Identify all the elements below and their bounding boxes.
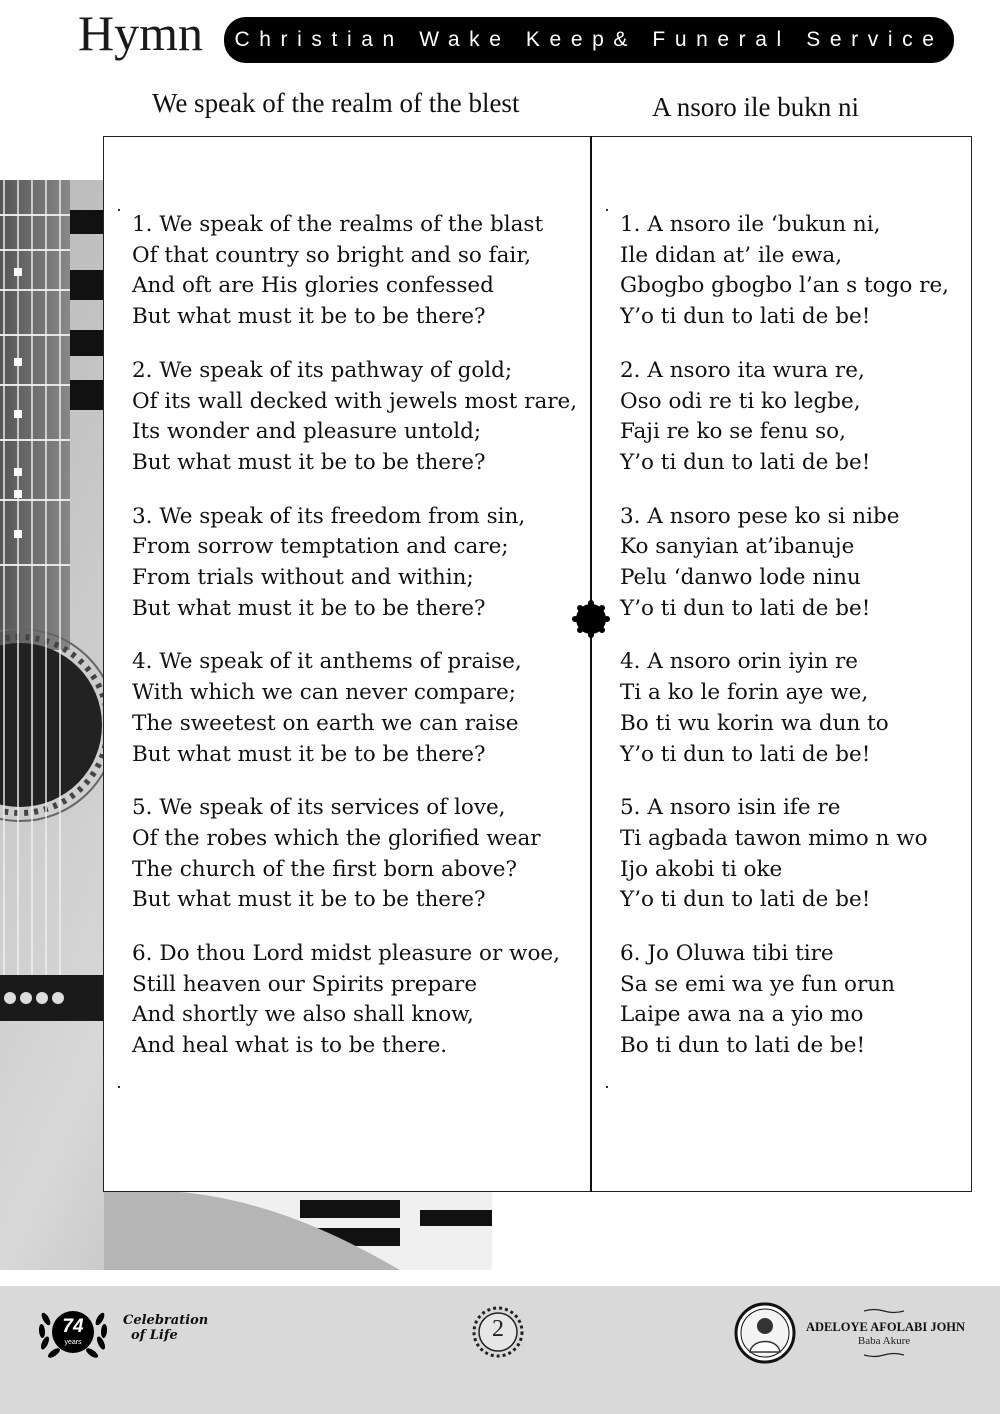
column-divider <box>590 136 592 1192</box>
corner-dot <box>118 1086 120 1088</box>
badge-years-label: years <box>64 1339 82 1346</box>
yoruba-verse-3 <box>620 502 965 625</box>
english-verse-4 <box>132 647 587 770</box>
lyric-line: But what must it be to be there? <box>132 741 486 767</box>
yoruba-verse-1 <box>620 210 965 333</box>
lyric-line: Y’o ti dun to lati de be! <box>620 304 871 330</box>
lyric-line: From sorrow temptation and care; <box>132 534 509 560</box>
lyric-line: Ile didan at’ ile ewa, <box>620 242 843 268</box>
celebration-of-life-logo <box>123 1313 208 1343</box>
lyric-line: But what must it be to be there? <box>132 304 486 330</box>
flourish-icon <box>864 1352 904 1358</box>
lyric-line: Ti a ko le forin aye we, <box>620 680 869 706</box>
lyric-line: And shortly we also shall know, <box>132 1002 474 1028</box>
lyric-line: Its wonder and pleasure untold; <box>132 419 482 445</box>
lyric-line: The sweetest on earth we can raise <box>132 710 519 736</box>
lyric-line: 6. Jo Oluwa tibi tire <box>620 941 834 967</box>
flourish-icon <box>864 1308 904 1314</box>
corner-dot <box>118 209 120 211</box>
lyric-line: 2. We speak of its pathway of gold; <box>132 357 513 383</box>
yoruba-verse-5 <box>620 793 965 916</box>
honoree-name: ADELOYE AFOLABI JOHN <box>806 1320 966 1334</box>
lyric-line: Bo ti wu korin wa dun to <box>620 710 889 736</box>
lyric-line: Sa se emi wa ye fun orun <box>620 971 895 997</box>
lyric-line: Faji re ko se fenu so, <box>620 419 846 445</box>
yoruba-lyrics-column <box>620 210 965 1085</box>
lyric-line: 5. We speak of its services of love, <box>132 795 506 821</box>
lyric-line: And heal what is to be there. <box>132 1033 448 1059</box>
lyric-line: And oft are His glories confessed <box>132 273 494 299</box>
lyric-line: But what must it be to be there? <box>132 595 486 621</box>
lyric-line: Ko sanyian at’ibanuje <box>620 534 855 560</box>
honoree-title: Baba Akure <box>857 1335 911 1347</box>
lyric-line: With which we can never compare; <box>132 680 517 706</box>
lyric-line: 3. A nsoro pese ko si nibe <box>620 503 900 529</box>
lyric-line: From trials without and within; <box>132 565 474 591</box>
lyric-line: 1. A nsoro ile ‘bukun ni, <box>620 212 881 237</box>
english-verse-1 <box>132 210 587 333</box>
celebration-line-2: of Life <box>131 1328 178 1343</box>
badge-age-number: 74 <box>62 1316 84 1337</box>
lyric-line: 4. A nsoro orin iyin re <box>620 649 858 675</box>
lyric-line: But what must it be to be there? <box>132 449 486 475</box>
english-heading: We speak of the realm of the blest <box>152 88 520 118</box>
lyric-line: Gbogbo gbogbo l’an s togo re, <box>620 273 949 299</box>
english-verse-5 <box>132 793 587 916</box>
lyric-line: Of its wall decked with jewels most rare, <box>132 388 578 414</box>
lyric-line: Laipe awa na a yio mo <box>620 1002 864 1028</box>
corner-dot <box>606 1086 608 1088</box>
lyric-line: Y’o ti dun to lati de be! <box>620 887 871 913</box>
yoruba-verse-6 <box>620 939 965 1062</box>
english-verse-2 <box>132 356 587 479</box>
page-title: Hymn <box>78 5 203 61</box>
lyric-line: 6. Do thou Lord midst pleasure or woe, <box>132 941 560 967</box>
portrait-icon <box>734 1302 796 1364</box>
lyric-line: The church of the first born above? <box>132 856 517 882</box>
lyric-line: Pelu ‘danwo lode ninu <box>620 565 861 591</box>
lyric-line: Of that country so bright and so fair, <box>132 242 532 268</box>
lyric-line: 4. We speak of it anthems of praise, <box>132 649 522 675</box>
corner-dot <box>606 209 608 211</box>
service-banner: Christian Wake Keep& Funeral Service <box>224 17 954 63</box>
lyric-line: Y’o ti dun to lati de be! <box>620 595 871 621</box>
lyric-line: Y’o ti dun to lati de be! <box>620 449 871 475</box>
lyric-line: Still heaven our Spirits prepare <box>132 971 478 997</box>
yoruba-verse-2 <box>620 356 965 479</box>
celebration-line-1: Celebration <box>123 1313 209 1328</box>
english-verse-3 <box>132 502 587 625</box>
lyric-line: Bo ti dun to lati de be! <box>620 1033 866 1059</box>
lyric-line: Oso odi re ti ko legbe, <box>620 388 861 414</box>
lyric-line: Y’o ti dun to lati de be! <box>620 741 871 767</box>
lyric-line: But what must it be to be there? <box>132 887 486 913</box>
lyric-line: Ti agbada tawon mimo n wo <box>620 825 928 851</box>
lyric-line: 3. We speak of its freedom from sin, <box>132 503 526 529</box>
lyric-line: 5. A nsoro isin ife re <box>620 795 841 821</box>
yoruba-verse-4 <box>620 647 965 770</box>
english-verse-6 <box>132 939 587 1062</box>
page-number: 2 <box>492 1316 504 1342</box>
english-lyrics-column <box>132 210 587 1085</box>
lyric-line: Of the robes which the glorified wear <box>132 825 541 851</box>
lyric-line: Ijo akobi ti oke <box>620 856 783 882</box>
lyric-line: 2. A nsoro ita wura re, <box>620 357 865 383</box>
yoruba-heading: A nsoro ile bukn ni <box>652 92 859 122</box>
lyric-line: 1. We speak of the realms of the blast <box>132 212 544 237</box>
